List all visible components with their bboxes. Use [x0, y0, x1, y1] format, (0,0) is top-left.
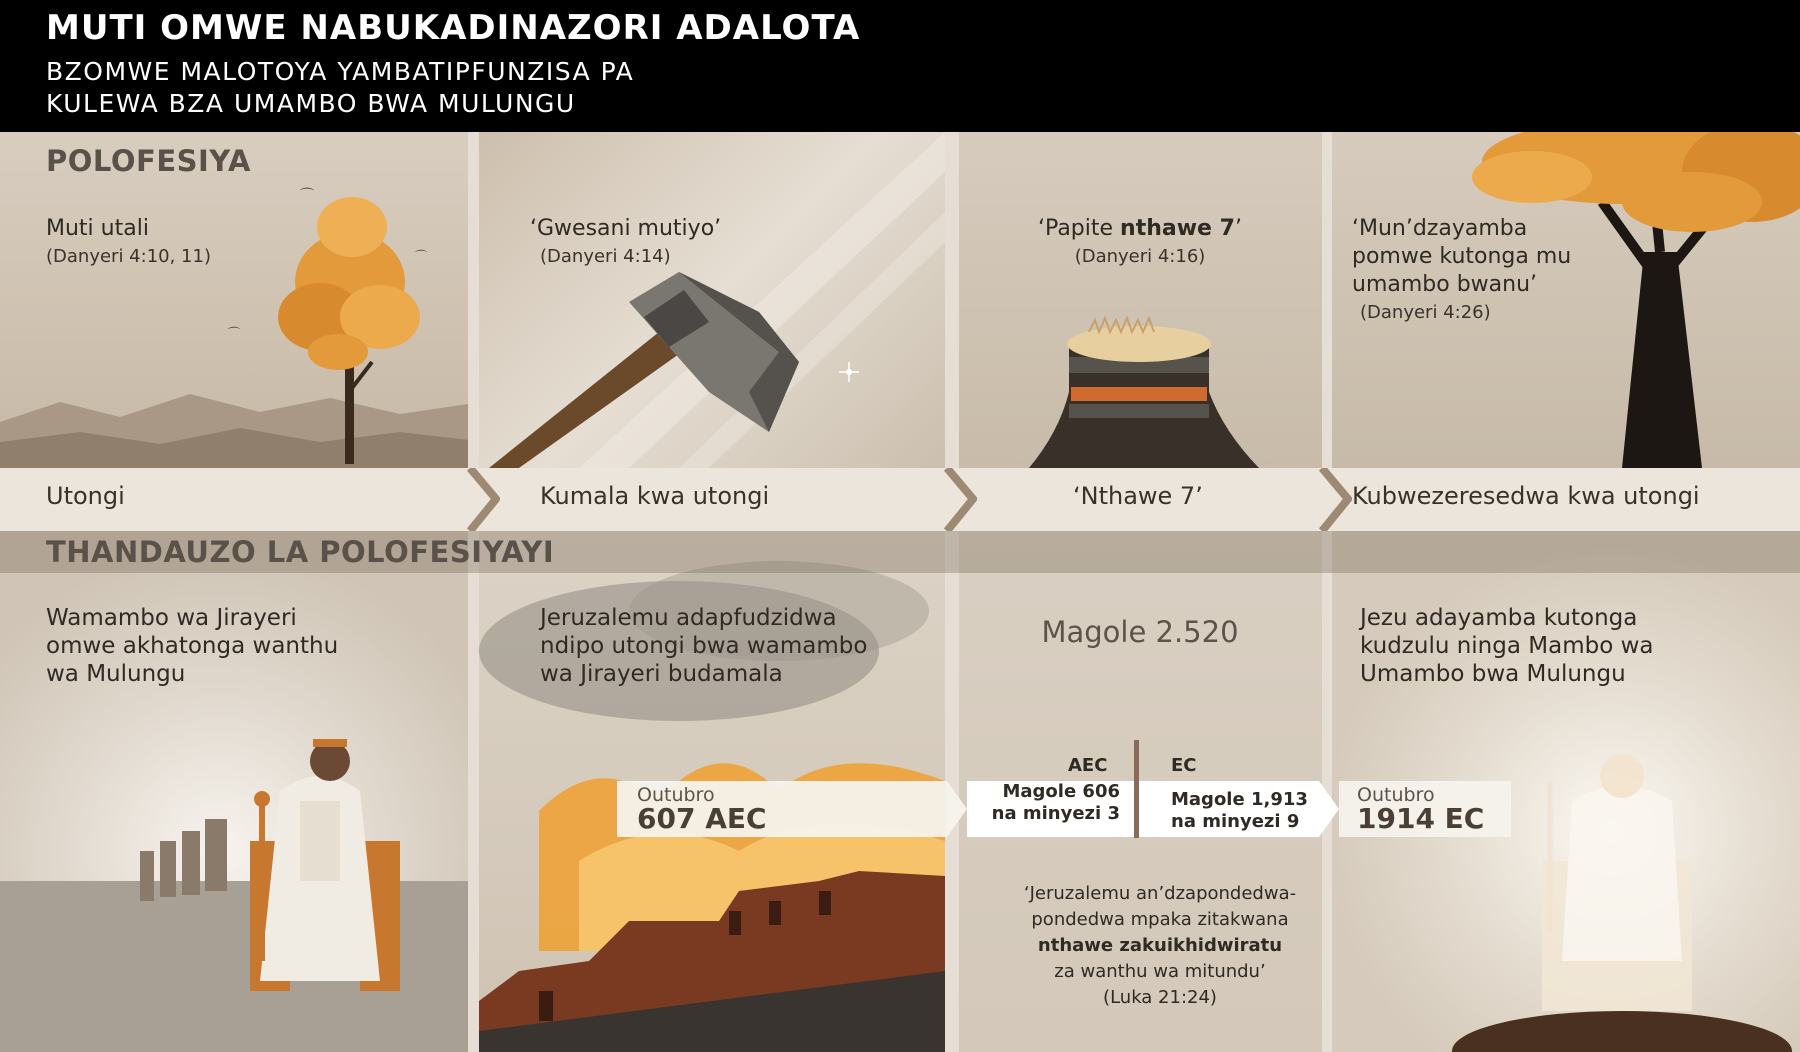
chevron-right-icon — [1318, 468, 1352, 531]
timeline-arrow-1 — [947, 781, 967, 837]
prophecy-text-2: ‘Gwesani mutiyo’ (Danyeri 4:14) — [530, 216, 722, 267]
end-month: Outubro — [1357, 784, 1435, 806]
svg-text:⌒: ⌒ — [415, 249, 428, 263]
page-title: MUTI OMWE NABUKADINAZORI ADALOTA — [46, 8, 861, 48]
strip-label-2: Kumala kwa utongi — [540, 482, 770, 510]
prophecy-text-1: Muti utali (Danyeri 4:10, 11) — [46, 216, 211, 267]
chevron-right-icon — [943, 468, 977, 531]
autumn-tree-illustration — [0, 132, 468, 468]
end-year: 1914 EC — [1357, 802, 1485, 835]
prophecy-section-label: POLOFESIYA — [46, 144, 251, 178]
aec-label: AEC — [1068, 755, 1108, 776]
strip-label-4: Kubwezeresedwa kwa utongi — [1352, 482, 1700, 510]
gap — [468, 132, 479, 1052]
prophecy-text-3: ‘Papite nthawe 7’ (Danyeri 4:16) — [1038, 216, 1242, 267]
ec-span: Magole 1,913 na minyezi 9 — [1171, 789, 1308, 832]
svg-text:⌒: ⌒ — [300, 188, 314, 204]
fulfillment-text-3: Magole 2.520 — [1041, 615, 1239, 649]
timeline-strip — [0, 468, 1800, 531]
start-month: Outubro — [637, 784, 715, 806]
stump-illustration — [959, 132, 1322, 468]
chevron-right-icon — [466, 468, 500, 531]
ec-label: EC — [1171, 755, 1197, 776]
page-subtitle: BZOMWE MALOTOYA YAMBATIPFUNZISA PA KULEWA BZA UMAMBO BWA MULUNGU — [46, 57, 635, 118]
timeline-arrow-2 — [1319, 781, 1339, 837]
timeline-divider — [1134, 740, 1139, 838]
strip-label-1: Utongi — [46, 482, 125, 510]
gap — [945, 132, 959, 1052]
header — [0, 0, 1800, 132]
axe-illustration — [479, 132, 945, 468]
fulfillment-text-2: Jeruzalemu adapfudzidwa ndipo utongi bwa wamambo wa Jirayeri budamala — [540, 605, 868, 687]
fulfillment-text-4: Jezu adayamba kutonga kudzulu ninga Mambo wa Umambo bwa Mulungu — [1360, 605, 1654, 687]
svg-text:⌒: ⌒ — [228, 326, 241, 340]
fulfillment-section-label: THANDAUZO LA POLOFESIYAYI — [46, 535, 555, 569]
start-year: 607 AEC — [637, 802, 767, 835]
prophecy-text-4: ‘Mun’dzayamba pomwe kutonga mu umambo bwanu’ (Danyeri 4:26) — [1352, 216, 1572, 323]
strip-label-3: ‘Nthawe 7’ — [1073, 482, 1203, 510]
luke-quote: ‘Jeruzalemu an’dzapondedwa- pondedwa mpaka zitakwana nthawe zakuikhidwiratu za wanthu wa mitundu’ (Luka 21:24) — [1023, 883, 1297, 1008]
aec-span: Magole 606 na minyezi 3 — [991, 781, 1120, 824]
fulfillment-text-1: Wamambo wa Jirayeri omwe akhatonga wanthu wa Mulungu — [46, 605, 339, 687]
